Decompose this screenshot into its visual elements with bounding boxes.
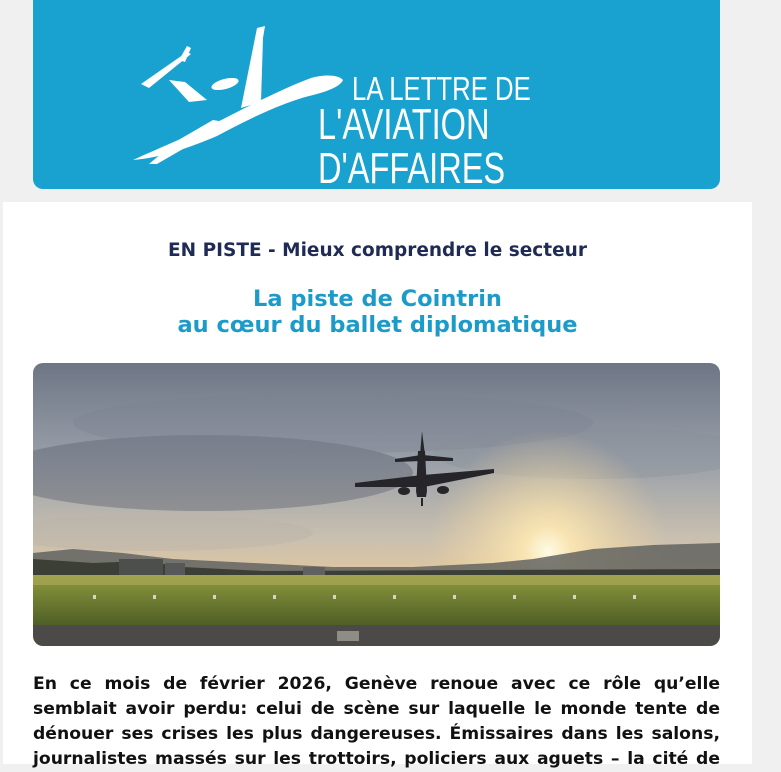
body-line: En ce mois de février 2026, Genève renoue avec ce rôle qu’elle xyxy=(33,674,720,694)
body-line: semblait avoir perdu: celui de scène sur laquelle le monde tente de xyxy=(33,699,720,719)
body-line: dénouer ses crises les plus dangereuses. Émissaires dans les salons, xyxy=(33,724,720,744)
body-line: journalistes massés sur les trottoirs, policiers aux aguets – la cité de xyxy=(33,749,720,769)
article-title-line-2: au cœur du ballet diplomatique xyxy=(177,312,578,338)
article-body xyxy=(33,672,720,772)
business-jet-icon xyxy=(129,24,349,164)
brand-line-2: L'AVIATION D'AFFAIRES xyxy=(318,100,506,189)
article-title[interactable] xyxy=(3,286,752,338)
article-card xyxy=(3,202,752,769)
section-heading: EN PISTE - Mieux comprendre le secteur xyxy=(168,240,587,261)
brand-line-1: LA LETTRE DE xyxy=(352,70,531,107)
article-photo[interactable] xyxy=(33,363,720,646)
brand-logotype xyxy=(318,72,720,189)
airliner-landing-photo xyxy=(33,363,720,646)
article-title-line-1: La piste de Cointrin xyxy=(253,286,502,312)
header-banner xyxy=(33,0,720,189)
